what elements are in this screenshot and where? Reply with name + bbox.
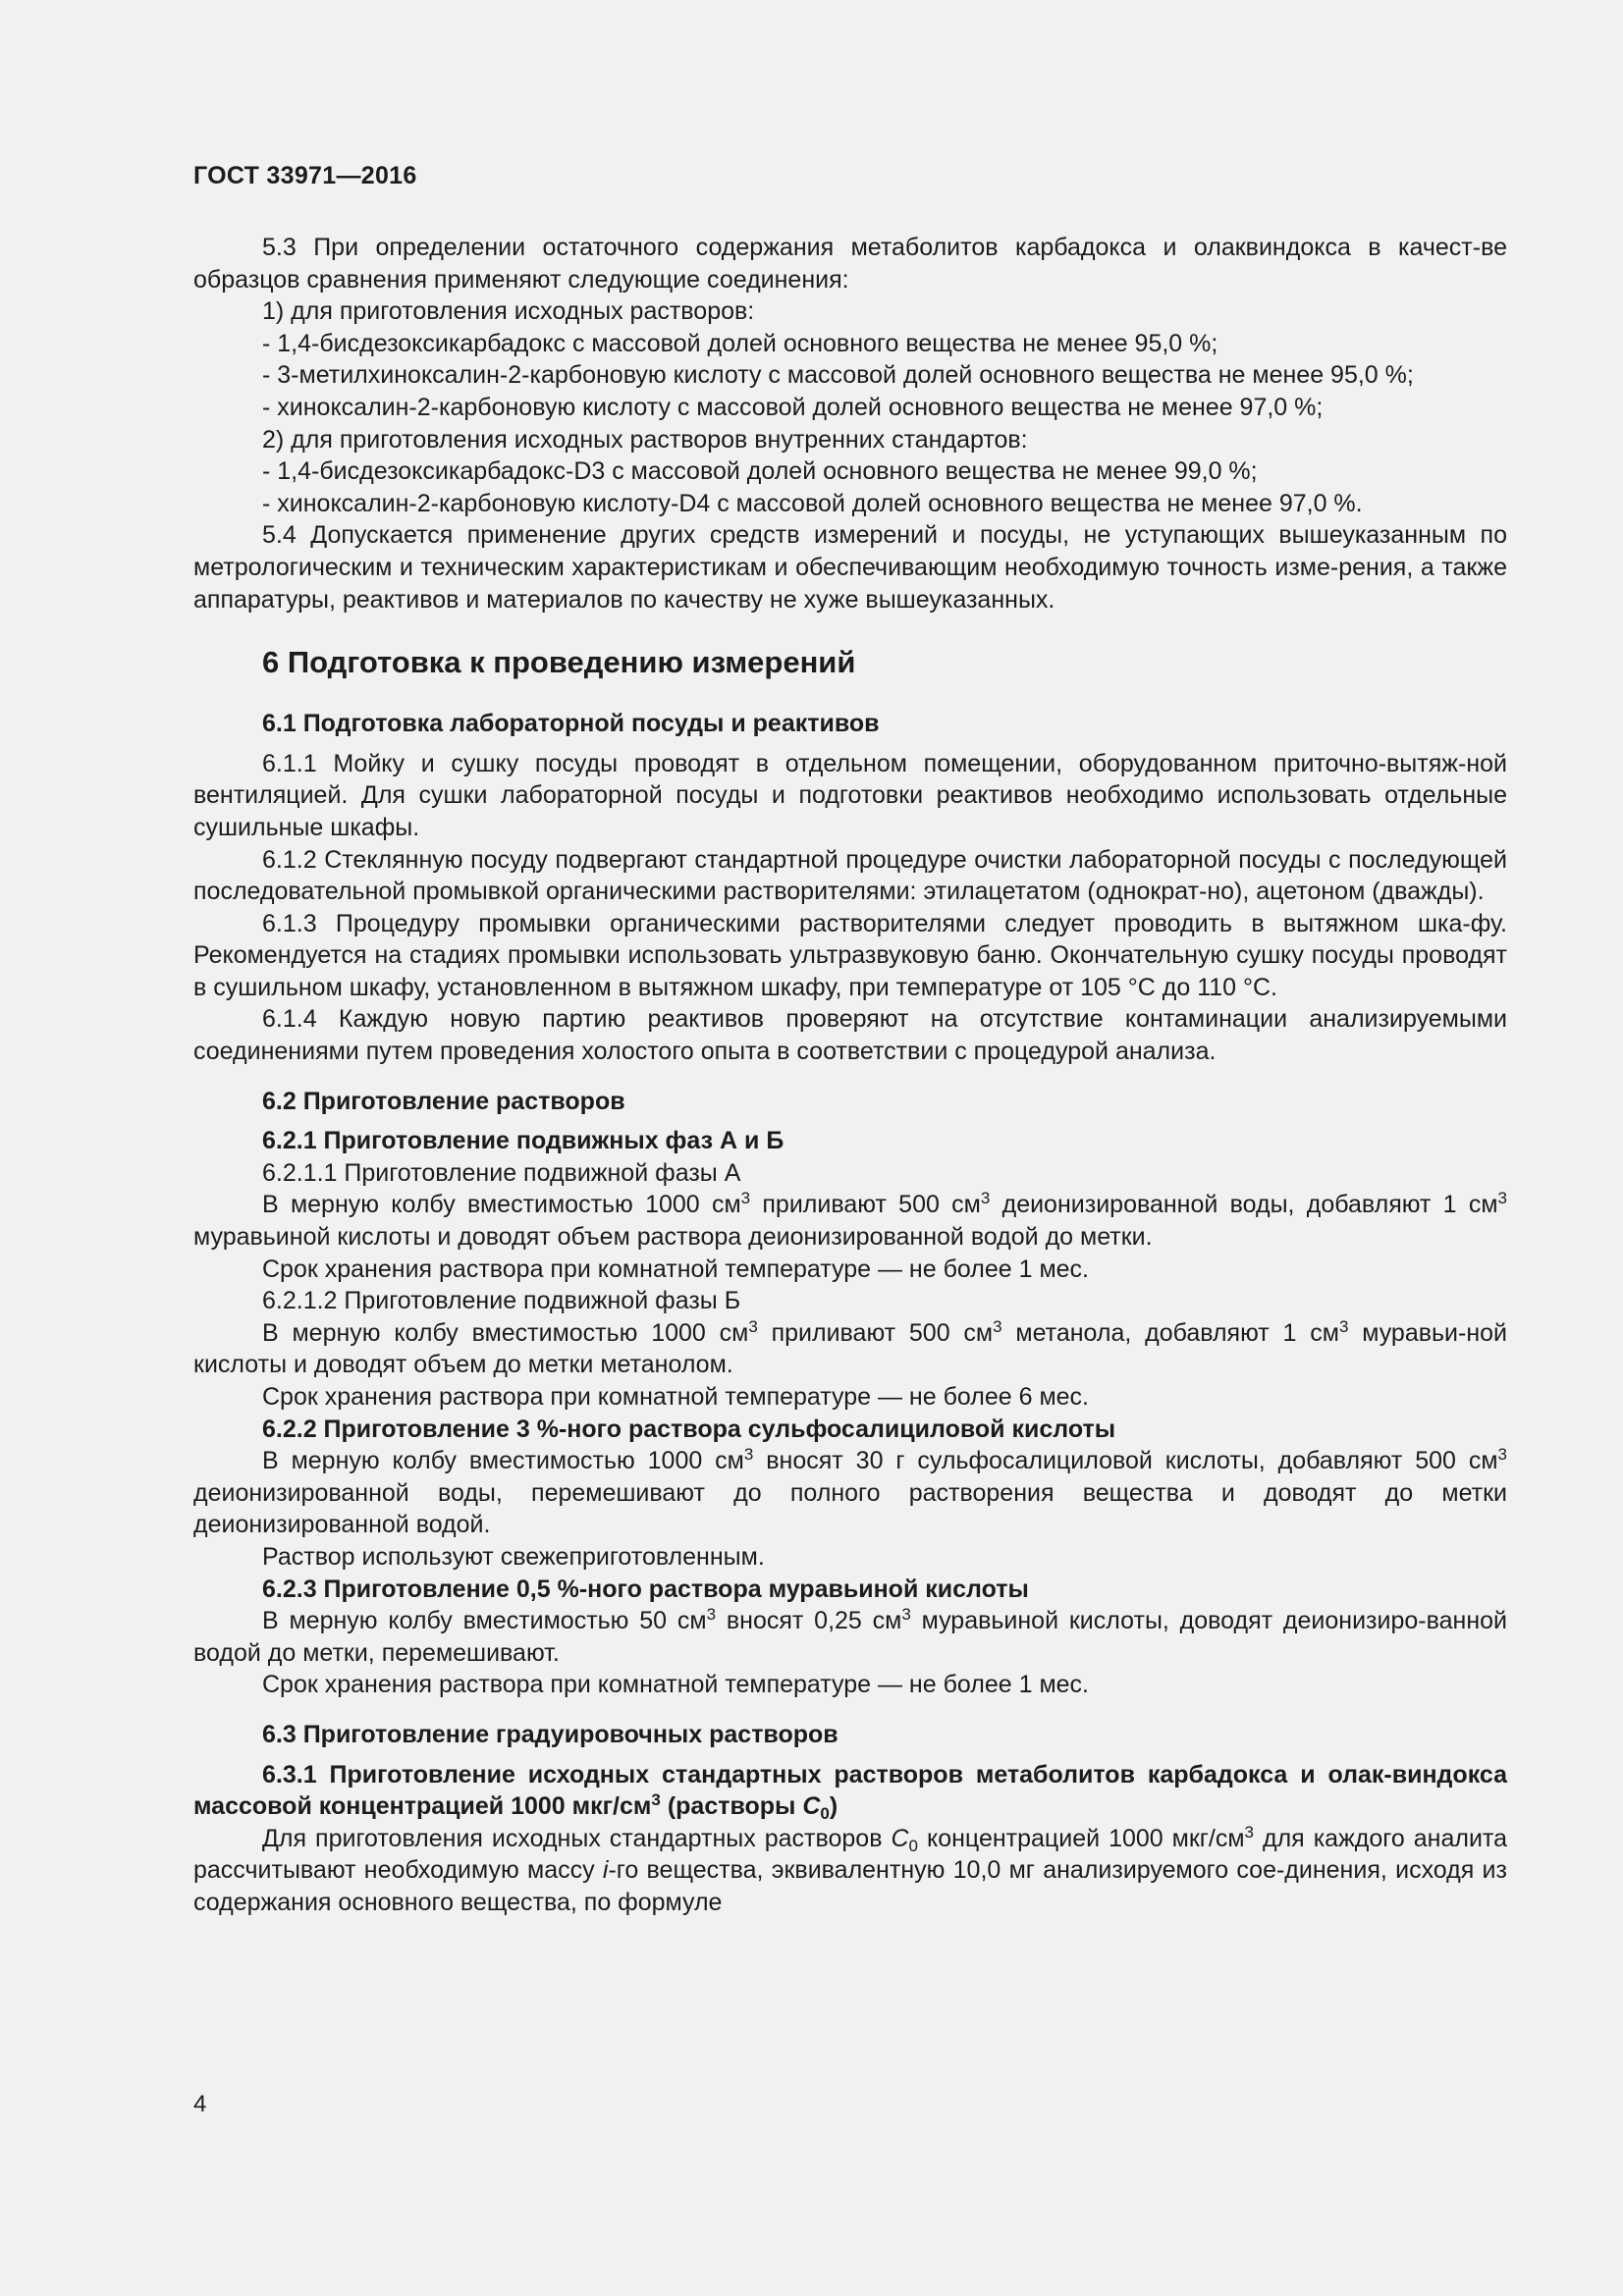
paragraph-6-2-1-1: В мерную колбу вместимостью 1000 $см^3$ приливают 500 $см^3$ деионизированной воды, добавляют 1 $см^3$ муравьиной кислоты и доводят объем раствора деионизированной водой до метки. — [193, 1189, 1507, 1252]
subsection-heading-6-2-1-2: 6.2.1.2 Приготовление подвижной фазы Б — [262, 1287, 741, 1315]
subsection-heading-6-1: 6.1 Подготовка лабораторной посуды и реактивов — [262, 710, 880, 738]
subsection-heading-6-2-1: 6.2.1 Приготовление подвижных фаз А и Б — [262, 1127, 784, 1155]
list-item: - 3-метилхиноксалин-2-карбоновую кислоту с массовой долей основного вещества не менее 95,0 %; — [262, 361, 1414, 390]
list-item: - 1,4-бисдезоксикарбадокс с массовой долей основного вещества не менее 95,0 %; — [262, 329, 1218, 357]
list-item: 2) для приготовления исходных растворов внутренних стандартов: — [262, 425, 1028, 454]
paragraph-6-2-3: В мерную колбу вместимостью 50 $см^3$ вносят 0,25 $см^3$ муравьиной кислоты, доводят деионизиро-ванной водой до метки, перемешивают. — [193, 1605, 1507, 1667]
document-body — [193, 232, 1507, 1919]
storage-note: Срок хранения раствора при комнатной температуре — не более 6 мес. — [262, 1383, 1089, 1411]
storage-note: Срок хранения раствора при комнатной температуре — не более 1 мес. — [262, 1255, 1089, 1283]
paragraph-6-1-1: 6.1.1 Мойку и сушку посуды проводят в отдельном помещении, оборудованном приточно-вытяж-ной вентиляцией. Для сушки лабораторной посуды и подготовки реактивов необходимо использовать отдельные сушильные шкафы. — [193, 749, 1507, 841]
paragraph-6-1-3: 6.1.3 Процедуру промывки органическими растворителями следует проводить в вытяжном шка-фу. Рекомендуется на стадиях промывки использовать ультразвуковую баню. Окончательную сушку посуды проводят в сушильном шкафу, установленном в вытяжном шкафу, при температуре от 105 °C до 110 °C. — [193, 909, 1507, 1001]
paragraph-6-1-4: 6.1.4 Каждую новую партию реактивов проверяют на отсутствие контаминации анализируемыми соединениями путем проведения холостого опыта в соответствии с процедурой анализа. — [193, 1005, 1507, 1066]
list-item: - 1,4-бисдезоксикарбадокс-D3 с массовой долей основного вещества не менее 99,0 %; — [262, 457, 1258, 486]
usage-note: Раствор используют свежеприготовленным. — [262, 1542, 765, 1571]
subsection-heading-6-2-1-1: 6.2.1.1 Приготовление подвижной фазы А — [262, 1158, 741, 1187]
list-item: - хиноксалин-2-карбоновую кислоту-D4 с массовой долей основного вещества не менее 97,0 %. — [262, 489, 1363, 517]
paragraph-6-3-1: Для приготовления исходных стандартных растворов $C_0$ концентрацией 1000 мкг/$см^3$ для каждого аналита рассчитывают необходимую массу i-го вещества, эквивалентную 10,0 мг анализируемого сое-динения, исходя из содержания основного вещества, по формуле — [193, 1822, 1507, 1916]
document-header: ГОСТ 33971—2016 — [193, 162, 417, 189]
list-item: - хиноксалин-2-карбоновую кислоту с массовой долей основного вещества не менее 97,0 %; — [262, 393, 1324, 421]
subsection-heading-6-3: 6.3 Приготовление градуировочных растворов — [262, 1720, 839, 1748]
page-number: 4 — [193, 2091, 207, 2117]
subsection-heading-6-2-2: 6.2.2 Приготовление 3 %-ного раствора сульфосалициловой кислоты — [262, 1415, 1116, 1443]
subsection-heading-6-2-3: 6.2.3 Приготовление 0,5 %-ного раствора муравьиной кислоты — [262, 1575, 1029, 1603]
paragraph-5-3: 5.3 При определении остаточного содержания метаболитов карбадокса и олаквиндокса в качест-ве образцов сравнения применяют следующие соединения: — [193, 234, 1507, 294]
section-heading-6: 6 Подготовка к проведению измерений — [262, 645, 856, 680]
list-item: 1) для приготовления исходных растворов: — [262, 297, 755, 326]
paragraph-5-4: 5.4 Допускается применение других средств измерений и посуды, не уступающих вышеуказанным по метрологическим и техническим характеристикам и обеспечивающим необходимую точность изме-рения, а также аппаратуры, реактивов и материалов по качеству не хуже вышеуказанных. — [193, 521, 1507, 614]
storage-note: Срок хранения раствора при комнатной температуре — не более 1 мес. — [262, 1671, 1089, 1699]
subsection-heading-6-3-1: 6.3.1 Приготовление исходных стандартных растворов метаболитов карбадокса и олак-виндокса массовой концентрацией 1000 мкг/$см^3$ (растворы $C_0$) — [193, 1760, 1507, 1824]
paragraph-6-1-2: 6.1.2 Стеклянную посуду подвергают стандартной процедуре очистки лабораторной посуды с последующей последовательной промывкой органическими растворителями: этилацетатом (однократ-но), ацетоном (дважды). — [193, 845, 1507, 906]
subsection-heading-6-2: 6.2 Приготовление растворов — [262, 1087, 625, 1115]
paragraph-6-2-1-2: В мерную колбу вместимостью 1000 $см^3$ приливают 500 $см^3$ метанола, добавляют 1 $см^3$ муравьи-ной кислоты и доводят объем до метки метанолом. — [193, 1316, 1507, 1379]
paragraph-6-2-2: В мерную колбу вместимостью 1000 $см^3$ вносят 30 г сульфосалициловой кислоты, добавляют 500 $см^3$ деионизированной воды, перемешивают до полного растворения вещества и доводят до метки деионизированной водой. — [193, 1445, 1507, 1539]
